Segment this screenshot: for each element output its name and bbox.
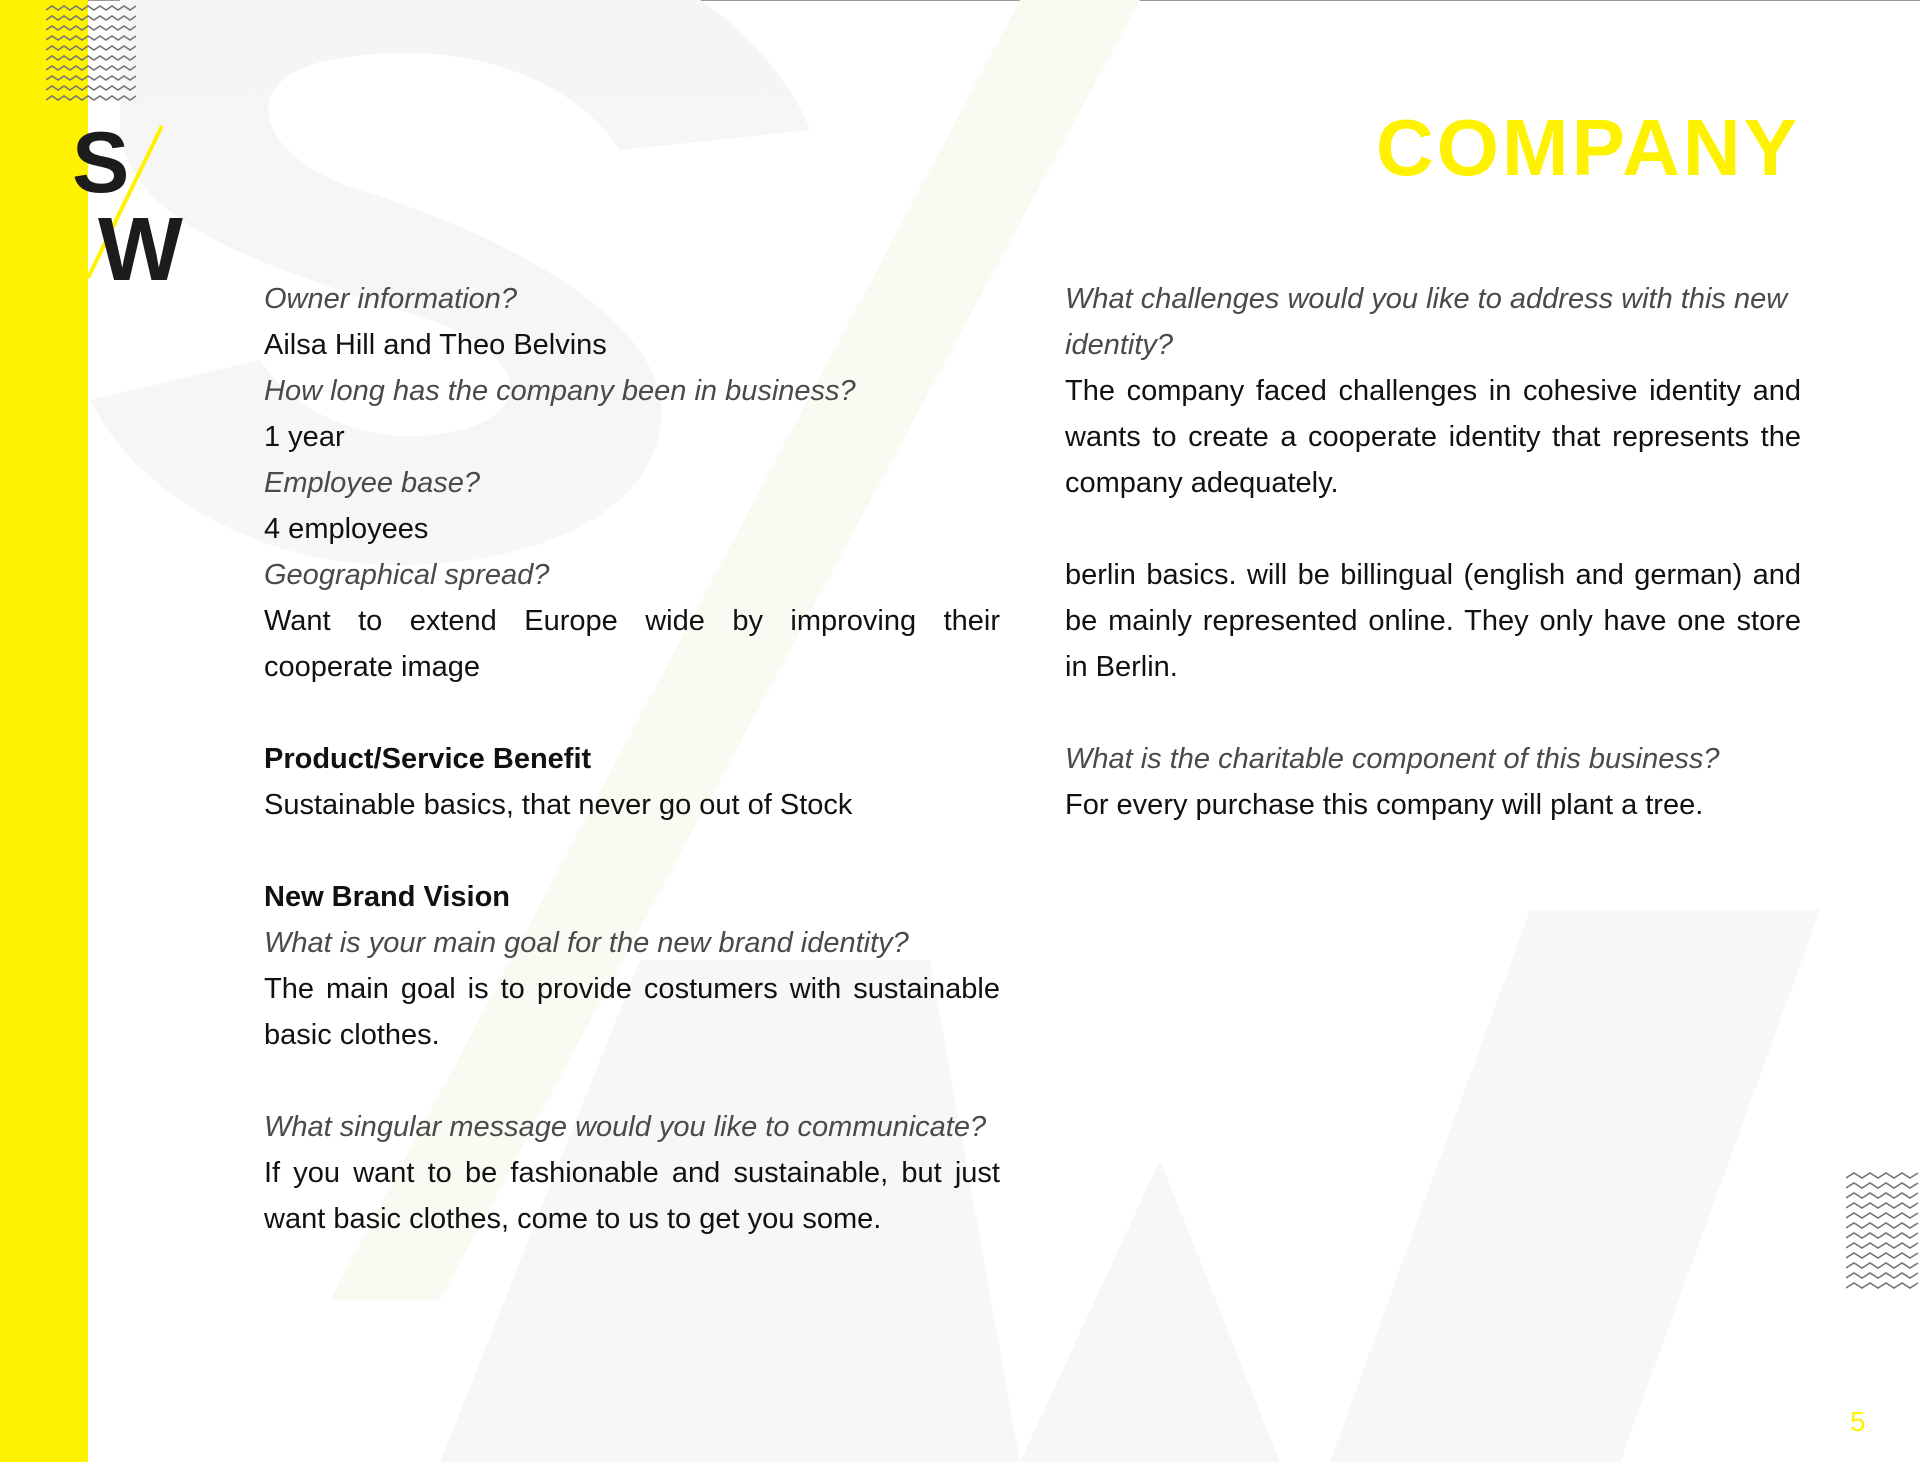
language-statement: berlin basics. will be billingual (english and german) and be mainly represented online. They only have one store in Berlin. [1065, 559, 1801, 683]
page-title: COMPANY [1376, 103, 1800, 192]
zigzag-pattern-top [46, 2, 138, 106]
geography-answer: Want to extend Europe wide by improving their cooperate image [264, 605, 1000, 683]
logo-letter-w: W [98, 200, 183, 290]
challenges-answer: The company faced challenges in cohesive identity and wants to create a cooperate identity that represents the company adequately. [1065, 375, 1801, 499]
vision-heading: New Brand Vision [264, 881, 511, 913]
employees-answer: 4 employees [264, 513, 429, 545]
goal-answer: The main goal is to provide costumers with sustainable basic clothes. [264, 973, 1000, 1051]
zigzag-pattern-bottom [1846, 1170, 1920, 1294]
right-column [1065, 276, 1801, 828]
years-answer: 1 year [264, 421, 345, 453]
geography-question: Geographical spread? [264, 559, 550, 591]
employees-question: Employee base? [264, 467, 481, 499]
message-answer: If you want to be fashionable and sustainable, but just want basic clothes, come to us to get you some. [264, 1157, 1000, 1235]
message-question: What singular message would you like to communicate? [264, 1111, 987, 1143]
goal-question: What is your main goal for the new brand identity? [264, 927, 909, 959]
sw-logo [70, 120, 200, 290]
benefit-answer: Sustainable basics, that never go out of Stock [264, 789, 853, 821]
charity-answer: For every purchase this company will plant a tree. [1065, 789, 1704, 821]
charity-question: What is the charitable component of this business? [1065, 743, 1720, 775]
challenges-question: What challenges would you like to address with this new identity? [1065, 283, 1788, 361]
years-question: How long has the company been in business? [264, 375, 856, 407]
owner-answer: Ailsa Hill and Theo Belvins [264, 329, 607, 361]
left-column [264, 276, 1000, 1242]
owner-question: Owner information? [264, 283, 518, 315]
page-number: 5 [1850, 1406, 1866, 1437]
logo-letter-s: S [72, 120, 130, 211]
benefit-heading: Product/Service Benefit [264, 743, 592, 775]
